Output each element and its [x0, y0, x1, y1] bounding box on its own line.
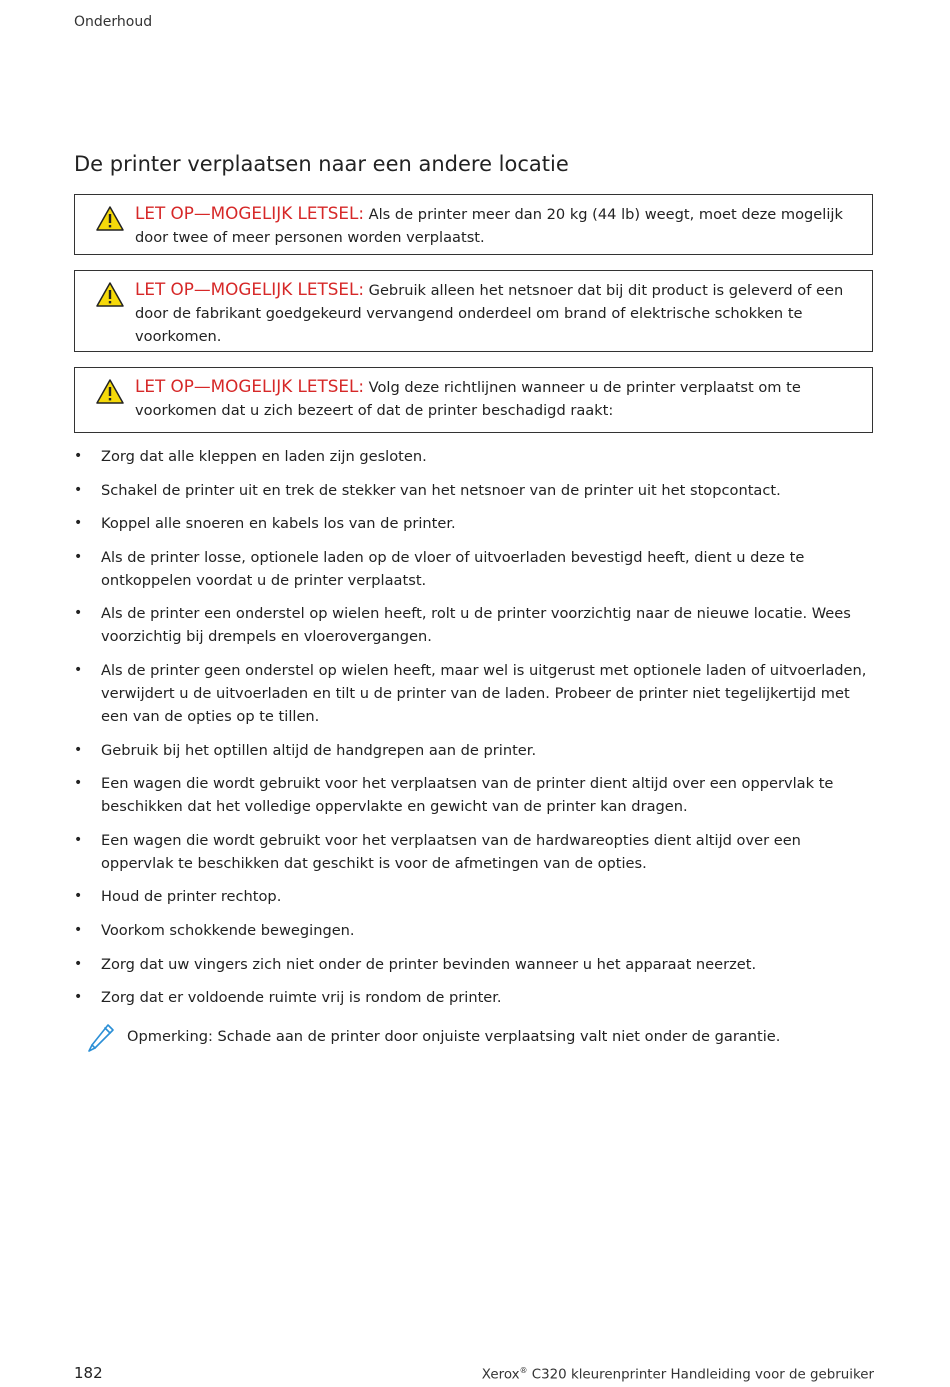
footer-brand: Xerox — [481, 1367, 520, 1383]
warning-triangle-icon — [95, 378, 125, 405]
warning-text — [135, 375, 850, 422]
list-item: • Zorg dat er voldoende ruimte vrij is rondom de printer. — [74, 986, 874, 1009]
list-item: • Een wagen die wordt gebruikt voor het verplaatsen van de printer dient altijd over een oppervlak te beschikken dat het volledige oppervlakte en gewicht van de printer kan dragen. — [74, 772, 874, 818]
warning-label: LET OP—MOGELIJK LETSEL: — [135, 376, 364, 396]
section-title: De printer verplaatsen naar een andere locatie — [74, 152, 569, 176]
note — [74, 1022, 874, 1058]
running-header: Onderhoud — [74, 14, 153, 30]
list-item: • Een wagen die wordt gebruikt voor het verplaatsen van de hardwareopties dient altijd over een oppervlak te beschikken dat geschikt is voor de afmetingen van de opties. — [74, 829, 874, 875]
list-item: • Zorg dat uw vingers zich niet onder de printer bevinden wanneer u het apparaat neerzet. — [74, 953, 874, 976]
warning-label: LET OP—MOGELIJK LETSEL: — [135, 279, 364, 299]
warning-body: Volg deze richtlijnen wanneer u de printer verplaatst om te voorkomen dat u zich bezeert of dat de printer beschadigd raakt: — [135, 379, 801, 419]
warning-triangle-icon — [95, 205, 125, 232]
registered-mark: ® — [519, 1366, 528, 1375]
note-text: Opmerking: Schade aan de printer door onjuiste verplaatsing valt niet onder de garantie. — [127, 1028, 781, 1045]
warning-box-weight — [74, 194, 873, 255]
guideline-list — [74, 445, 874, 1020]
warning-body: Als de printer meer dan 20 kg (44 lb) weegt, moet deze mogelijk door twee of meer personen worden verplaatst. — [135, 206, 843, 246]
list-item: • Koppel alle snoeren en kabels los van de printer. — [74, 512, 874, 535]
warning-label: LET OP—MOGELIJK LETSEL: — [135, 203, 364, 223]
warning-text — [135, 202, 850, 249]
list-item: • Schakel de printer uit en trek de stekker van het netsnoer van de printer uit het stopcontact. — [74, 479, 874, 502]
list-item: • Als de printer een onderstel op wielen heeft, rolt u de printer voorzichtig naar de nieuwe locatie. Wees voorzichtig bij drempels en vloerovergangen. — [74, 602, 874, 648]
warning-text — [135, 278, 850, 348]
list-item: • Als de printer geen onderstel op wielen heeft, maar wel is uitgerust met optionele laden of uitvoerladen, verwijdert u de uitvoerladen en tilt u de printer van de laden. Probeer de printer niet tegelijkertijd met een van de opties op te tillen. — [74, 659, 874, 728]
warning-box-move-guidelines — [74, 367, 873, 433]
warning-triangle-icon — [95, 281, 125, 308]
footer-title-rest: C320 kleurenprinter Handleiding voor de gebruiker — [527, 1367, 874, 1383]
list-item: • Voorkom schokkende bewegingen. — [74, 919, 874, 942]
list-item: • Houd de printer rechtop. — [74, 885, 874, 908]
page-number: 182 — [74, 1364, 103, 1382]
list-item: • Gebruik bij het optillen altijd de handgrepen aan de printer. — [74, 739, 874, 762]
warning-body: Gebruik alleen het netsnoer dat bij dit product is geleverd of een door de fabrikant goedgekeurd vervangend onderdeel om brand of elektrische schokken te voorkomen. — [135, 282, 844, 345]
footer-title — [482, 1366, 874, 1382]
list-item: • Zorg dat alle kleppen en laden zijn gesloten. — [74, 445, 874, 468]
pencil-icon — [86, 1022, 116, 1054]
warning-box-power-cord — [74, 270, 873, 352]
list-item: • Als de printer losse, optionele laden op de vloer of uitvoerladen bevestigd heeft, dient u deze te ontkoppelen voordat u de printer verplaatst. — [74, 546, 874, 592]
